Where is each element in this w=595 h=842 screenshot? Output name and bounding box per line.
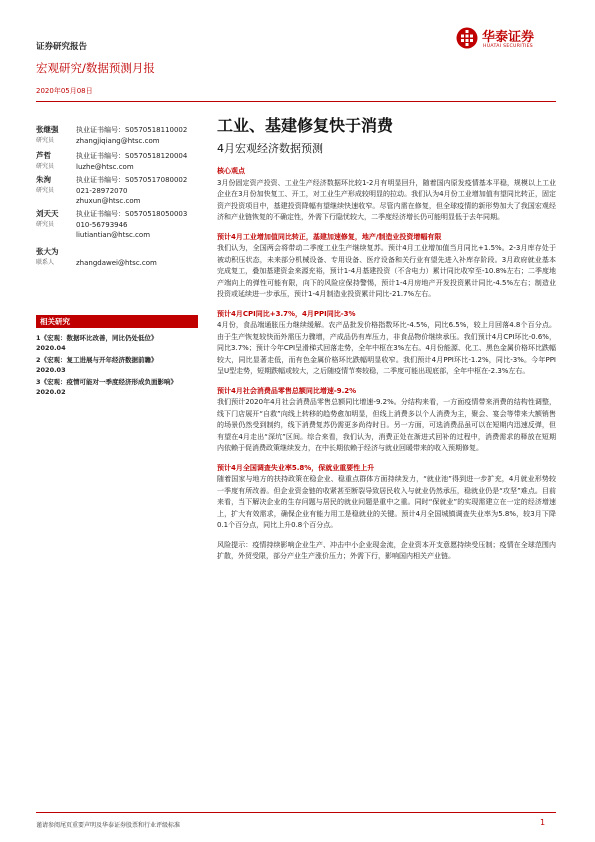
- analyst-role: 研究员: [36, 187, 55, 194]
- analyst-role: 联系人: [36, 259, 55, 266]
- analyst-name: 张继强: [36, 125, 59, 134]
- analyst-block: [36, 209, 236, 249]
- page-subtitle: 4月宏观经济数据预测: [217, 142, 323, 155]
- main-body: [217, 166, 556, 563]
- header-divider: [36, 101, 556, 102]
- footer-divider: [36, 812, 556, 813]
- section-paragraph: 4月份，食品端通胀压力继续缓解。农产品批发价格指数环比-4.5%，同比6.5%，较上月回落4.8个百分点。由于生产恢复较快而外需压力骤增，产成品仍有库压力，非食品物价继续承压。我们预计4月CPI环比-0.6%，同比3.7%；预计今年CPI呈滑梯式回落走势，全年中枢在3%左右。4月份能源、化工、黑色金属价格环比跌幅较大，同比显著走低，而有色金属价格环比跌幅明显收窄。我们预计4月PPI环比-1.2%，同比-3%。今年PPI呈U型走势，短期跌幅或较大，之后随疫情节奏较稳，二季度可能出现底部，全年中枢在-2.3%左右。: [217, 321, 556, 375]
- report-type: 宏观研究/数据预测月报: [36, 61, 155, 75]
- related-date: 2020.03: [36, 366, 66, 374]
- analyst-name: 朱洵: [36, 175, 51, 184]
- related-title[interactable]: 3《宏观：疫情可能对一季度经济形成负面影响》: [36, 378, 178, 386]
- page-title: 工业、基建修复快于消费: [217, 116, 394, 135]
- section-paragraph: 我们认为，全国两会将带动二季度工业生产继续复苏。预计4月工业增加值当月同比+1.5%。2-3月库存处于被动积压状态，未来部分机械设备、专用设备、医疗设备和关行业有望先进入补库存阶段。3月政府就业基本完成复工，叠加基建资金来源充裕，预计1-4月基建投资（不含电力）累计同比收窄至-10.8%左右；二季度地产端向上的弹性可能有限，向下的风险应保持警惕，预计1-4月房地产开发投资累计同比-4.5%左右；制造业投资或延续进一步承压，预计1-4月制造业投资累计同比-21.7%左右。: [217, 244, 556, 298]
- analyst-license: [76, 247, 157, 258]
- section-paragraph: 随着国家与地方的扶持政策在稳企业、稳重点群体方面持续发力，“就业池”得到进一步扩充，4月就业形势较一季度有所改善。但企业资金链的收紧甚至断裂导致居民收入与就业仍然承压，稳就业仍是“攻坚”难点。目前来看，当下解决企业的生存问题与居民的就业问题是重中之重。同时“保就业”的实现需建立在一定的经济增速上，扩大有效需求，确保企业有能力用工是稳就业的关键。预计4月全国城镇调查失业率为5.8%，较3月下降0.1个百分点，同比上升0.8个百分点。: [217, 475, 556, 529]
- section-paragraph: 我们预计2020年4月社会消费品零售总额同比增速-9.2%。分结构来看，一方面疫情带来消费的结构性调整，线下门店展开“自救”向线上转移的趋势愈加明显，但线上消费多以个人消费为主，聚会、宴会等带来大额销售的场景仍然受到制约，线下消费复苏仍需更多尚待时日。另一方面，可选消费品虽可以在短期内迅速反弹，但有望在4月走出“深坑”区间。综合来看，我们认为，消费正处在渐进式回补的过程中，消费需求的释放在短期内依赖于促消费政策继续发力，在中长期依赖于经济与就业回暖带来的收入预期修复。: [217, 398, 556, 452]
- page-number: 1: [540, 818, 546, 827]
- analyst-name: 张大为: [36, 247, 59, 256]
- related-item[interactable]: [36, 377, 198, 397]
- section-heading: 预计4月CPI同比+3.7%，4月PPI同比-3%: [217, 309, 356, 318]
- analyst-license: 执业证书编号：S0570518120004: [76, 152, 188, 160]
- analyst-email[interactable]: liutiantian@htsc.com: [76, 231, 151, 239]
- analyst-phone: 010-56793946: [76, 220, 128, 229]
- analyst-email[interactable]: zhuxun@htsc.com: [76, 197, 141, 205]
- analyst-email[interactable]: luzhe@htsc.com: [76, 162, 134, 171]
- section-heading: 预计4月社会消费品零售总额同比增速-9.2%: [217, 386, 357, 395]
- analyst-email[interactable]: zhangdawei@htsc.com: [76, 258, 157, 267]
- analyst-role: 研究员: [36, 137, 55, 144]
- section-heading: 核心观点: [217, 167, 245, 175]
- analyst-license: 执业证书编号：S0570518050003: [76, 210, 188, 218]
- report-date: 2020年05月08日: [36, 87, 93, 95]
- analyst-license: 执业证书编号：S0570517080002: [76, 176, 188, 184]
- analyst-block: [36, 247, 236, 277]
- related-list: [36, 333, 198, 399]
- section-paragraph: 3月份固定资产投资、工业生产经济数据环比较1-2月有明显回升，随着国内原发疫情基本平稳，规模以上工业企业在3月份加快复工、开工，对工业生产形成较明显的拉动。我们认为4月份工业增加值有望同比转正，固定资产投资项目中，基建投资降幅有望继续快速收窄。尽管内需在修复，但全球疫情的新形势加大了我国宏观经济和产业链恢复的不确定性，外需下行隐忧较大，二季度经济增长仍可能明显低于去年同期。: [217, 178, 556, 221]
- related-title[interactable]: 2《宏观：复工进展与开年经济数据前瞻》: [36, 356, 158, 364]
- analyst-name: 刘天天: [36, 209, 59, 218]
- analyst-role: 研究员: [36, 221, 55, 228]
- analyst-phone: 021-28972070: [76, 186, 128, 195]
- analyst-license: 执业证书编号：S0570518110002: [76, 126, 188, 134]
- logo-name-cn: 华泰证券: [482, 30, 535, 45]
- risk-warning: 风险提示：疫情持续影响企业生产、冲击中小企业现金流，企业资本开支意愿持续受压制；疫情在全球范围内扩散，外贸受限，部分产业生产涨价压力；外需下行，影响国内相关产业链。: [217, 540, 556, 560]
- section-heading: 预计4月工业增加值同比转正，基建加速修复，地产/制造业投资增幅有限: [217, 232, 442, 241]
- related-item[interactable]: [36, 333, 198, 353]
- analyst-role: 研究员: [36, 163, 55, 170]
- related-heading: 相关研究: [36, 315, 198, 328]
- analyst-email[interactable]: zhangjiqiang@htsc.com: [76, 136, 160, 145]
- footer-disclaimer: 谨请参阅尾页重要声明及华泰证券股票和行业评级标准: [36, 822, 181, 829]
- related-date: 2020.02: [36, 388, 66, 396]
- report-category: 证券研究报告: [36, 42, 88, 52]
- related-date: 2020.04: [36, 344, 66, 352]
- related-item[interactable]: [36, 355, 198, 375]
- related-title[interactable]: 1《宏观：数据环比改善，同比仍处低位》: [36, 334, 158, 342]
- huatai-logo: [456, 24, 566, 54]
- logo-mark-icon: [456, 27, 478, 49]
- analyst-name: 芦哲: [36, 151, 51, 160]
- logo-name-en: HUATAI SECURITIES: [483, 44, 534, 49]
- section-heading: 预计4月全国调查失业率5.8%，保就业重要性上升: [217, 463, 375, 472]
